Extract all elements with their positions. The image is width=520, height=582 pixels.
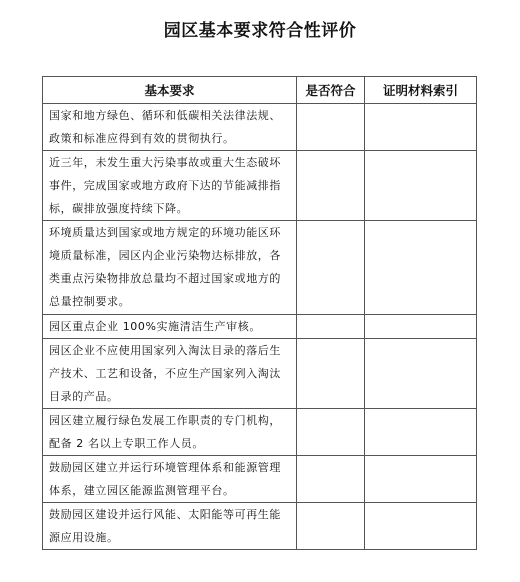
requirement-cell: 近三年，未发生重大污染事故或重大生态破坏事件，完成国家或地方政府下达的节能减排指标，碳排放强度持续下降。 <box>43 151 297 221</box>
header-compliant: 是否符合 <box>297 77 365 104</box>
table-row <box>43 104 477 151</box>
evidence-cell[interactable] <box>365 409 477 456</box>
table-row <box>43 221 477 315</box>
compliant-cell[interactable] <box>297 503 365 550</box>
requirements-table <box>42 76 477 550</box>
evidence-cell[interactable] <box>365 456 477 503</box>
document-title: 园区基本要求符合性评价 <box>163 21 357 41</box>
requirement-cell: 环境质量达到国家或地方规定的环境功能区环境质量标准，园区内企业污染物达标排放，各类重点污染物排放总量均不超过国家或地方的总量控制要求。 <box>43 221 297 315</box>
evidence-cell[interactable] <box>365 503 477 550</box>
table-row <box>43 315 477 339</box>
table-header-row <box>43 77 477 104</box>
requirement-cell: 鼓励园区建立并运行环境管理体系和能源管理体系，建立园区能源监测管理平台。 <box>43 456 297 503</box>
table-row <box>43 456 477 503</box>
requirement-cell: 国家和地方绿色、循环和低碳相关法律法规、政策和标准应得到有效的贯彻执行。 <box>43 104 297 151</box>
table-row <box>43 151 477 221</box>
table-row <box>43 409 477 456</box>
compliant-cell[interactable] <box>297 104 365 151</box>
requirement-cell: 园区重点企业 100%实施清洁生产审核。 <box>43 315 297 339</box>
compliant-cell[interactable] <box>297 221 365 315</box>
compliant-cell[interactable] <box>297 151 365 221</box>
evidence-cell[interactable] <box>365 221 477 315</box>
evidence-cell[interactable] <box>365 104 477 151</box>
requirement-cell: 鼓励园区建设并运行风能、太阳能等可再生能源应用设施。 <box>43 503 297 550</box>
evidence-cell[interactable] <box>365 339 477 409</box>
header-requirement: 基本要求 <box>43 77 297 104</box>
requirement-cell: 园区企业不应使用国家列入淘汰目录的落后生产技术、工艺和设备，不应生产国家列入淘汰目录的产品。 <box>43 339 297 409</box>
compliant-cell[interactable] <box>297 339 365 409</box>
compliant-cell[interactable] <box>297 409 365 456</box>
compliant-cell[interactable] <box>297 456 365 503</box>
evidence-cell[interactable] <box>365 151 477 221</box>
compliant-cell[interactable] <box>297 315 365 339</box>
table-row <box>43 339 477 409</box>
table-row <box>43 503 477 550</box>
evidence-cell[interactable] <box>365 315 477 339</box>
header-evidence: 证明材料索引 <box>365 77 477 104</box>
requirement-cell: 园区建立履行绿色发展工作职责的专门机构，配备 2 名以上专职工作人员。 <box>43 409 297 456</box>
